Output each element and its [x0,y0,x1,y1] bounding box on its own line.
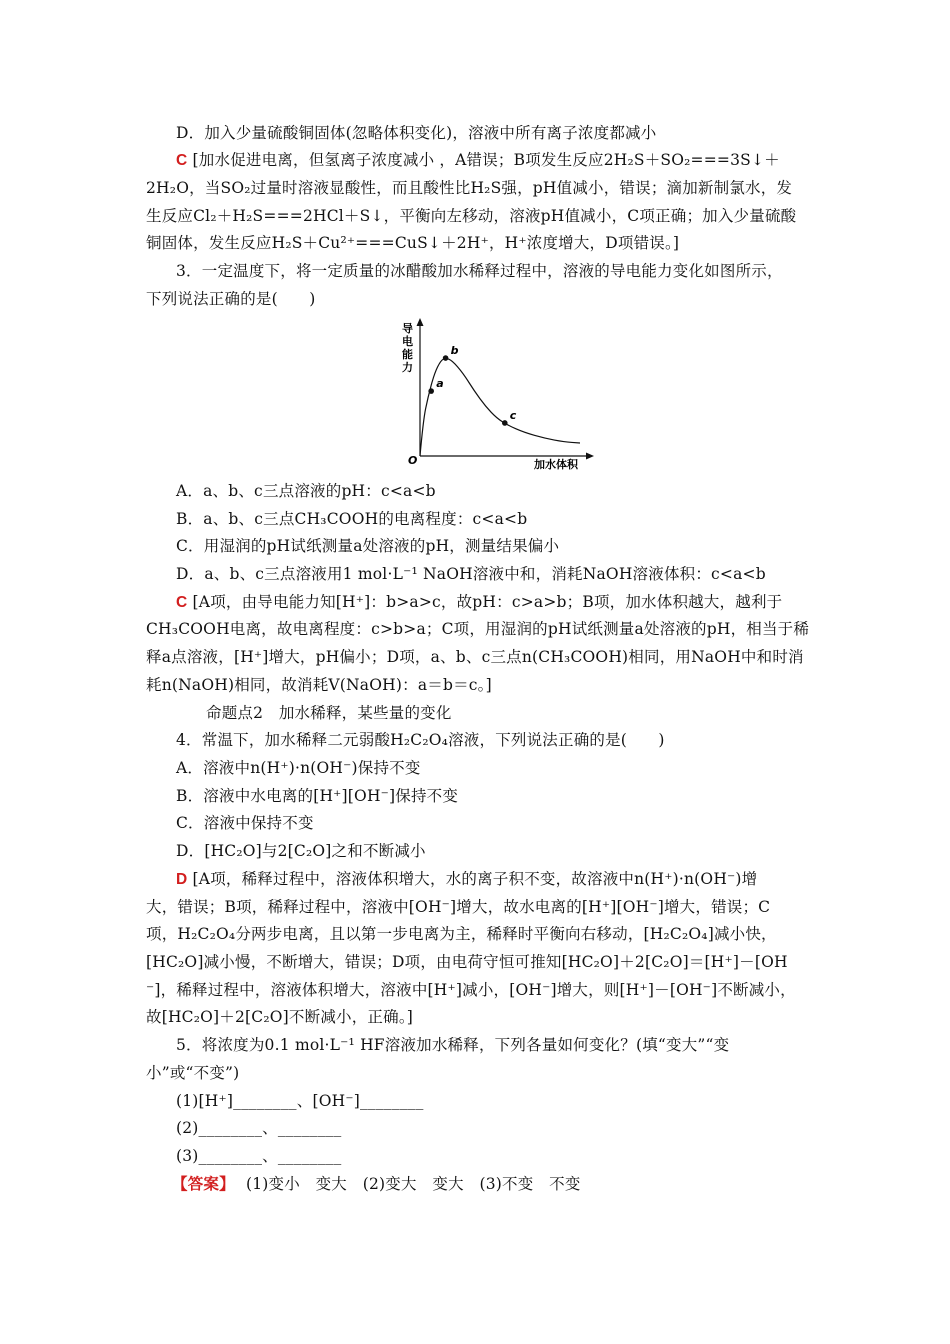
q4-answer-line [176,868,848,891]
q2-answer-letter: C [176,152,188,169]
y-axis-label-1: 导 [402,322,413,335]
y-axis-label-3: 能 [402,348,413,361]
point-label-c: c [509,408,517,422]
q3-explain-1: [A项，由导电能力知[H⁺]：b>a>c，故pH：c>a>b；B项，加水体积越大，越利于 [192,593,783,611]
q4-explain-1: [A项，稀释过程中，溶液体积增大，水的离子积不变，故溶液中n(H⁺)·n(OH⁻)增 [192,870,758,888]
y-axis-label-4: 力 [402,361,413,374]
q5-stem-2: 小”或“不变”) [146,1064,240,1082]
q3-option-d: D．a、b、c三点溶液用1 mol·L⁻¹ NaOH溶液中和，消耗NaOH溶液体积：c<a<b [176,565,766,583]
q4-answer-letter: D [176,871,188,888]
q2-option-d: D．加入少量硫酸铜固体(忽略体积变化)，溶液中所有离子浓度都减小 [176,124,657,142]
q2-answer-line [176,149,848,172]
point-b [443,355,449,361]
q4-option-b: B．溶液中水电离的[H⁺][OH⁻]保持不变 [176,787,459,805]
q5-blank-3: (3)________、________ [176,1147,342,1165]
q4-option-c: C．溶液中保持不变 [176,814,314,832]
q3-explain-4: 耗n(NaOH)相同，故消耗V(NaOH)：a＝b＝c。] [146,676,492,694]
q5-answer-text: (1)变小 变大 (2)变大 变大 (3)不变 不变 [245,1175,581,1193]
q2-explain-2: 2H₂O，当SO₂过量时溶液显酸性，而且酸性比H₂S强，pH值减小，错误；滴加新制氯水，发 [146,179,793,197]
point-a [428,388,434,394]
y-axis-arrow-icon [417,318,424,326]
q2-explain-4: 铜固体，发生反应H₂S＋Cu²⁺===CuS↓＋2H⁺，H⁺浓度增大，D项错误。] [146,234,680,252]
x-axis-arrow-icon [586,453,594,460]
q3-stem-2: 下列说法正确的是( ) [146,290,316,308]
q3-option-b: B．a、b、c三点CH₃COOH的电离程度：c<a<b [176,510,528,528]
q4-stem: 4．常温下，加水稀释二元弱酸H₂C₂O₄溶液，下列说法正确的是( ) [176,731,665,749]
q4-explain-5: ⁻]，稀释过程中，溶液体积增大，溶液中[H⁺]减小，[OH⁻]增大，则[H⁺]－[OH⁻]不断减小， [146,981,796,999]
q3-answer-letter: C [176,594,188,611]
q5-stem-1: 5．将浓度为0.1 mol·L⁻¹ HF溶液加水稀释，下列各量如何变化？(填“变大”“变 [176,1036,730,1054]
section-title: 命题点2 加水稀释，某些量的变化 [206,704,452,722]
y-axis-label-2: 电 [402,335,413,348]
conductivity-chart [396,316,596,476]
q3-explain-3: 释a点溶液，[H⁺]增大，pH偏小；D项，a、b、c三点n(CH₃COOH)相同，用NaOH中和时消 [146,648,804,666]
q3-option-c: C．用湿润的pH试纸测量a处溶液的pH，测量结果偏小 [176,537,560,555]
q3-stem-1: 3．一定温度下，将一定质量的冰醋酸加水稀释过程中，溶液的导电能力变化如图所示， [176,262,783,280]
chart-points [428,344,516,426]
point-c [502,420,508,426]
conductivity-curve [420,359,580,456]
q4-explain-3: 项，H₂C₂O₄分两步电离，且以第一步电离为主，稀释时平衡向右移动，[H₂C₂O₄]减小快， [146,925,777,943]
point-label-a: a [436,377,444,391]
q4-option-d: D．[HC₂O]与2[C₂O]之和不断减小 [176,842,426,860]
q4-explain-6: 故[HC₂O]＋2[C₂O]不断减小，正确。] [146,1008,414,1026]
q5-blank-2: (2)________、________ [176,1119,342,1137]
q5-answer-line [172,1173,844,1195]
q4-option-a: A．溶液中n(H⁺)·n(OH⁻)保持不变 [176,759,421,777]
q3-answer-line [176,591,848,614]
answer-tag: 【答案】 [172,1174,235,1193]
origin-label: O [408,454,418,467]
x-axis-label: 加水体积 [534,458,578,471]
q4-explain-2: 大，错误；B项，稀释过程中，溶液中[OH⁻]增大，故水电离的[H⁺][OH⁻]增大，错误；C [146,898,771,916]
point-label-b: b [450,344,459,358]
q2-explain-3: 生反应Cl₂＋H₂S===2HCl＋S↓，平衡向左移动，溶液pH值减小，C项正确；加入少量硫酸 [146,207,797,225]
q4-explain-4: [HC₂O]减小慢，不断增大，错误；D项，由电荷守恒可推知[HC₂O]＋2[C₂O]＝[H⁺]－[OH [146,953,788,971]
q2-explain-1: [加水促进电离，但氢离子浓度减小 ，A错误；B项发生反应2H₂S＋SO₂===3S↓＋ [192,151,780,169]
q3-explain-2: CH₃COOH电离，故电离程度：c>b>a；C项，用湿润的pH试纸测量a处溶液的pH，相当于稀 [146,620,810,638]
q3-option-a: A．a、b、c三点溶液的pH：c<a<b [176,482,436,500]
q5-blank-1: (1)[H⁺]________、[OH⁻]________ [176,1092,424,1110]
